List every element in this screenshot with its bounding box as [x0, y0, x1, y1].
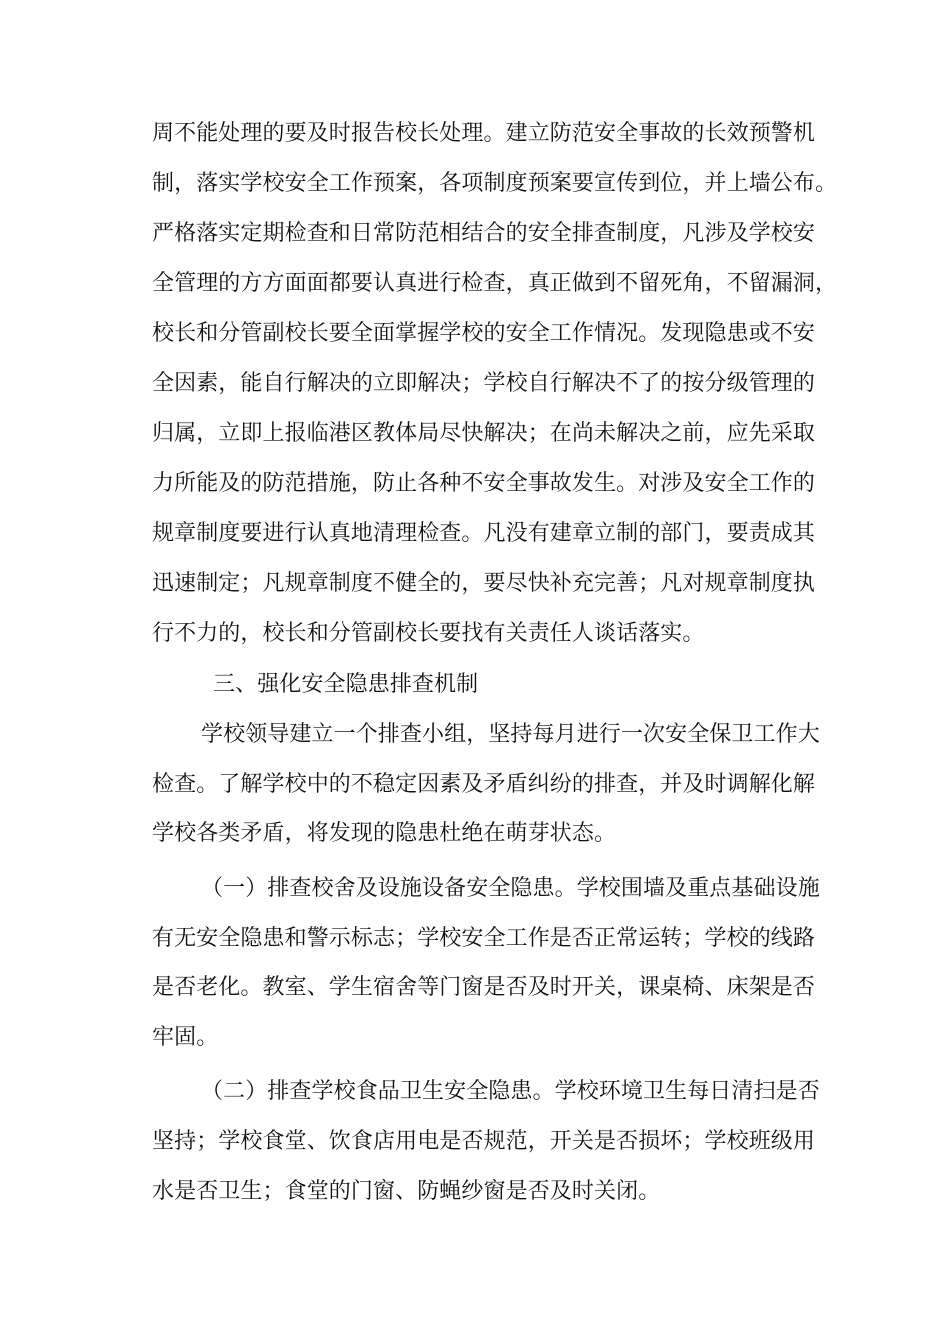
text-line: 力所能及的防范措施，防止各种不安全事故发生。对涉及安全工作的: [152, 471, 816, 496]
paragraph-first-line: （一）排查校舍及设施设备安全隐患。学校围墙及重点基础设施: [201, 876, 820, 901]
paragraph-first-line: 学校领导建立一个排查小组，坚持每月进行一次安全保卫工作大: [201, 722, 820, 747]
text-line: 制，落实学校安全工作预案，各项制度预案要宣传到位，并上墙公布。: [152, 171, 838, 196]
text-line: 全管理的方方面面都要认真进行检查，真正做到不留死角，不留漏洞，: [152, 271, 838, 296]
paragraph-first-line: （二）排查学校食品卫生安全隐患。学校环境卫生每日清扫是否: [201, 1079, 820, 1104]
text-line: 行不力的，校长和分管副校长要找有关责任人谈话落实。: [152, 621, 705, 646]
text-line: 水是否卫生；食堂的门窗、防蝇纱窗是否及时关闭。: [152, 1179, 661, 1204]
text-line: 全因素，能自行解决的立即解决；学校自行解决不了的按分级管理的: [152, 371, 816, 396]
text-line: 校长和分管副校长要全面掌握学校的安全工作情况。发现隐患或不安: [152, 321, 816, 346]
text-line: 迅速制定；凡规章制度不健全的，要尽快补充完善；凡对规章制度执: [152, 571, 816, 596]
text-line: 是否老化。教室、学生宿舍等门窗是否及时开关，课桌椅、床架是否: [152, 975, 816, 1000]
text-line: 周不能处理的要及时报告校长处理。建立防范安全事故的长效预警机: [152, 121, 816, 146]
text-line: 有无安全隐患和警示标志；学校安全工作是否正常运转；学校的线路: [152, 926, 816, 951]
section-heading: 三、强化安全隐患排查机制: [213, 672, 479, 697]
text-line: 归属，立即上报临港区教体局尽快解决；在尚未解决之前，应先采取: [152, 421, 816, 446]
text-line: 严格落实定期检查和日常防范相结合的安全排查制度，凡涉及学校安: [152, 221, 816, 246]
text-line: 坚持；学校食堂、饮食店用电是否规范，开关是否损坏；学校班级用: [152, 1129, 816, 1154]
text-line: 学校各类矛盾，将发现的隐患杜绝在萌芽状态。: [152, 821, 617, 846]
text-line: 检查。了解学校中的不稳定因素及矛盾纠纷的排查，并及时调解化解: [152, 772, 816, 797]
text-line: 牢固。: [152, 1025, 219, 1050]
text-line: 规章制度要进行认真地清理检查。凡没有建章立制的部门，要责成其: [152, 521, 816, 546]
